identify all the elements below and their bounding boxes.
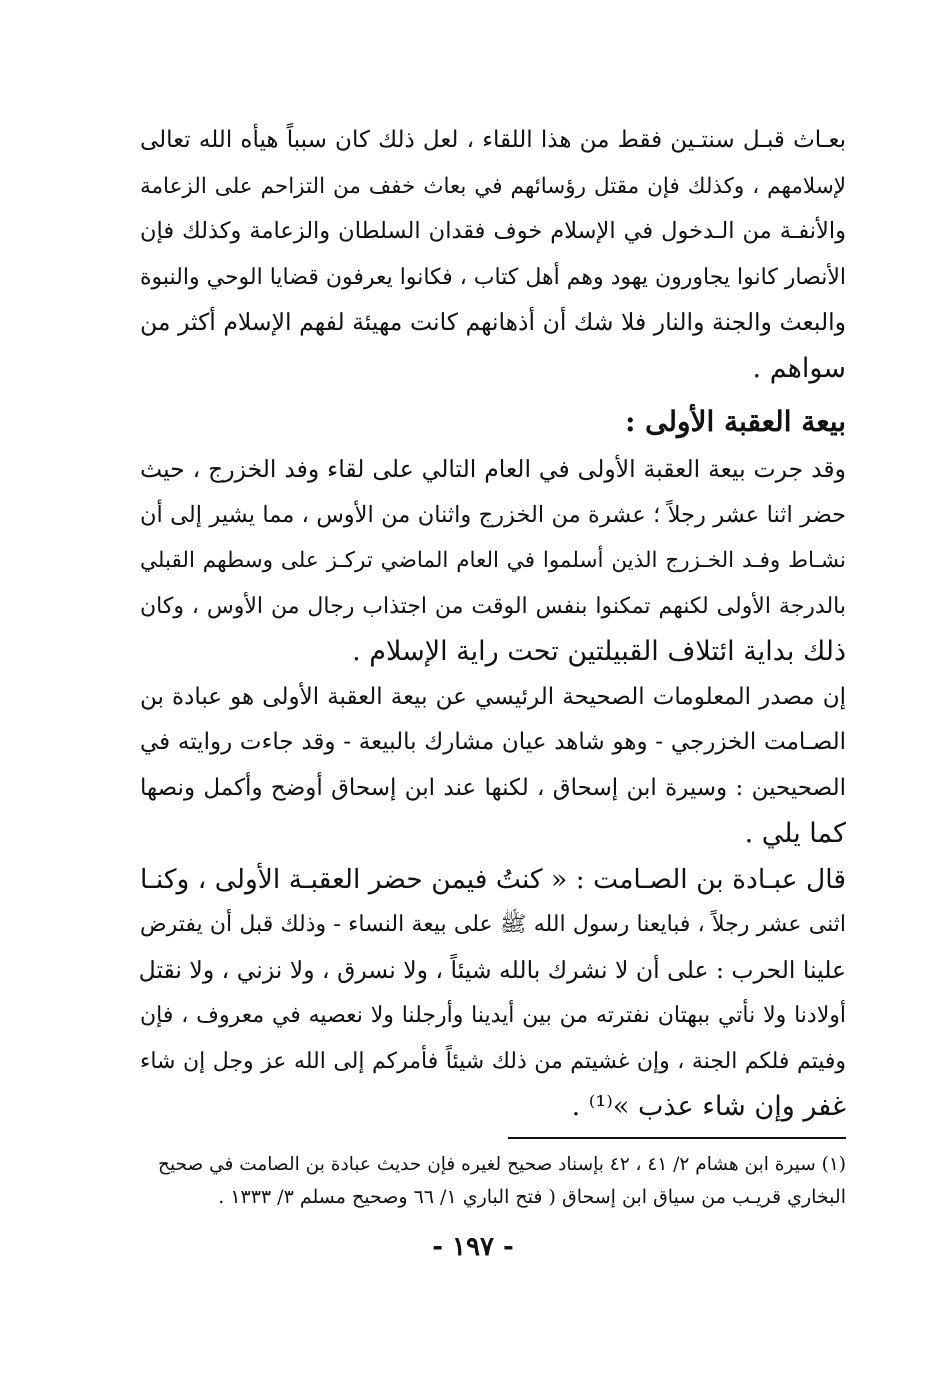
footnote-line: البخاري قريـب من سياق ابن إسحاق ( فتح الباري ١/ ٦٦ وصحيح مسلم ٣/ ١٣٣٣ . — [218, 1186, 846, 1208]
text-line: علينا الحرب : على أن لا نشرك بالله شيئاً ، ولا نسرق ، ولا نزني ، ولا نقتل — [138, 955, 846, 984]
text-line: الأنصار كانوا يجاورون يهود وهم أهل كتاب ، فكانوا يعرفون قضايا الوحي والنبوة — [140, 264, 846, 290]
footnotes — [158, 1148, 846, 1214]
text-line: الصحيحين : وسيرة ابن إسحاق ، لكنها عند ابن إسحاق أوضح وأكمل ونصها — [140, 774, 846, 801]
main-text — [140, 118, 846, 1130]
text-line: بعـاث قبـل سنتـين فقط من هذا اللقاء ، لعل ذلك كان سبباً هيأه الله تعالى — [140, 127, 846, 153]
text-line: والبعث والجنة والنار فلا شك أن أذهانهم كانت مهيئة لفهم الإسلام أكثر من — [140, 308, 846, 336]
text-line: إن مصدر المعلومات الصحيحة الرئيسي عن بيعة العقبة الأولى هو عبادة بن — [140, 683, 846, 710]
footnote-line: (١) سيرة ابن هشام ٢/ ٤١ ، ٤٢ بإسناد صحيح لغيره فإن حديث عبادة بن الصامت في صحيح — [158, 1154, 846, 1175]
text-line: حضر اثنا عشر رجلاً ؛ عشرة من الخزرج واثنان من الأوس ، مما يشير إلى أن — [140, 501, 846, 528]
text-line: ذلك بداية ائتلاف القبيلتين تحت راية الإسلام . — [352, 636, 846, 667]
footnote-divider — [508, 1137, 846, 1139]
text-line: غفر وإن شاء عذب »⁽¹⁾ . — [571, 1091, 846, 1122]
text-line: لإسلامهم ، وكذلك فإن مقتل رؤسائهم في بعاث خفف من التزاحم على الزعامة — [140, 173, 846, 199]
text-line: قال عبـادة بن الصـامت : « كنتُ فيمن حضر العقبـة الأولى ، وكنـا — [140, 863, 846, 895]
text-line: نشـاط وفـد الخـزرج الذين أسلموا في العام الماضي تركـز على وسطهم القبلي — [140, 548, 846, 573]
text-line: الصـامت الخزرجي - وهو شاهد عيان مشارك بالبيعة - وقد جاءت روايته في — [140, 729, 846, 755]
paragraph-2 — [140, 447, 846, 675]
paragraph-4 — [140, 857, 846, 1130]
text-line: بالدرجة الأولى لكنهم تمكنوا بنفس الوقت من اجتذاب رجال من الأوس ، وكان — [140, 593, 846, 619]
page-number: - ١٩٧ - — [432, 1232, 514, 1262]
text-line: وفيتم فلكم الجنة ، وإن غشيتم من ذلك شيئاً فأمركم إلى الله عز وجل إن شاء — [140, 1048, 846, 1074]
text-line: اثنى عشر رجلاً ، فبايعنا رسول الله ﷺ على بيعة النساء - وذلك قبل أن يفترض — [140, 912, 846, 937]
text-line: والأنفـة من الـدخول في الإسلام خوف فقدان السلطان والزعامة وكذلك فإن — [140, 218, 846, 244]
section-heading: بيعة العقبة الأولى : — [625, 405, 846, 438]
paragraph-3 — [140, 675, 846, 857]
text-line: وقد جرت بيعة العقبة الأولى في العام التالي على لقاء وفد الخزرج ، حيث — [140, 455, 846, 483]
paragraph-1 — [140, 118, 846, 391]
text-line: سواهم . — [752, 352, 846, 384]
text-line: أولادنا ولا نأتي ببهتان نفترته من بين أيدينا وأرجلنا ولا نعصيه في معروف ، فإن — [140, 1003, 846, 1028]
text-line: كما يلي . — [744, 818, 846, 849]
